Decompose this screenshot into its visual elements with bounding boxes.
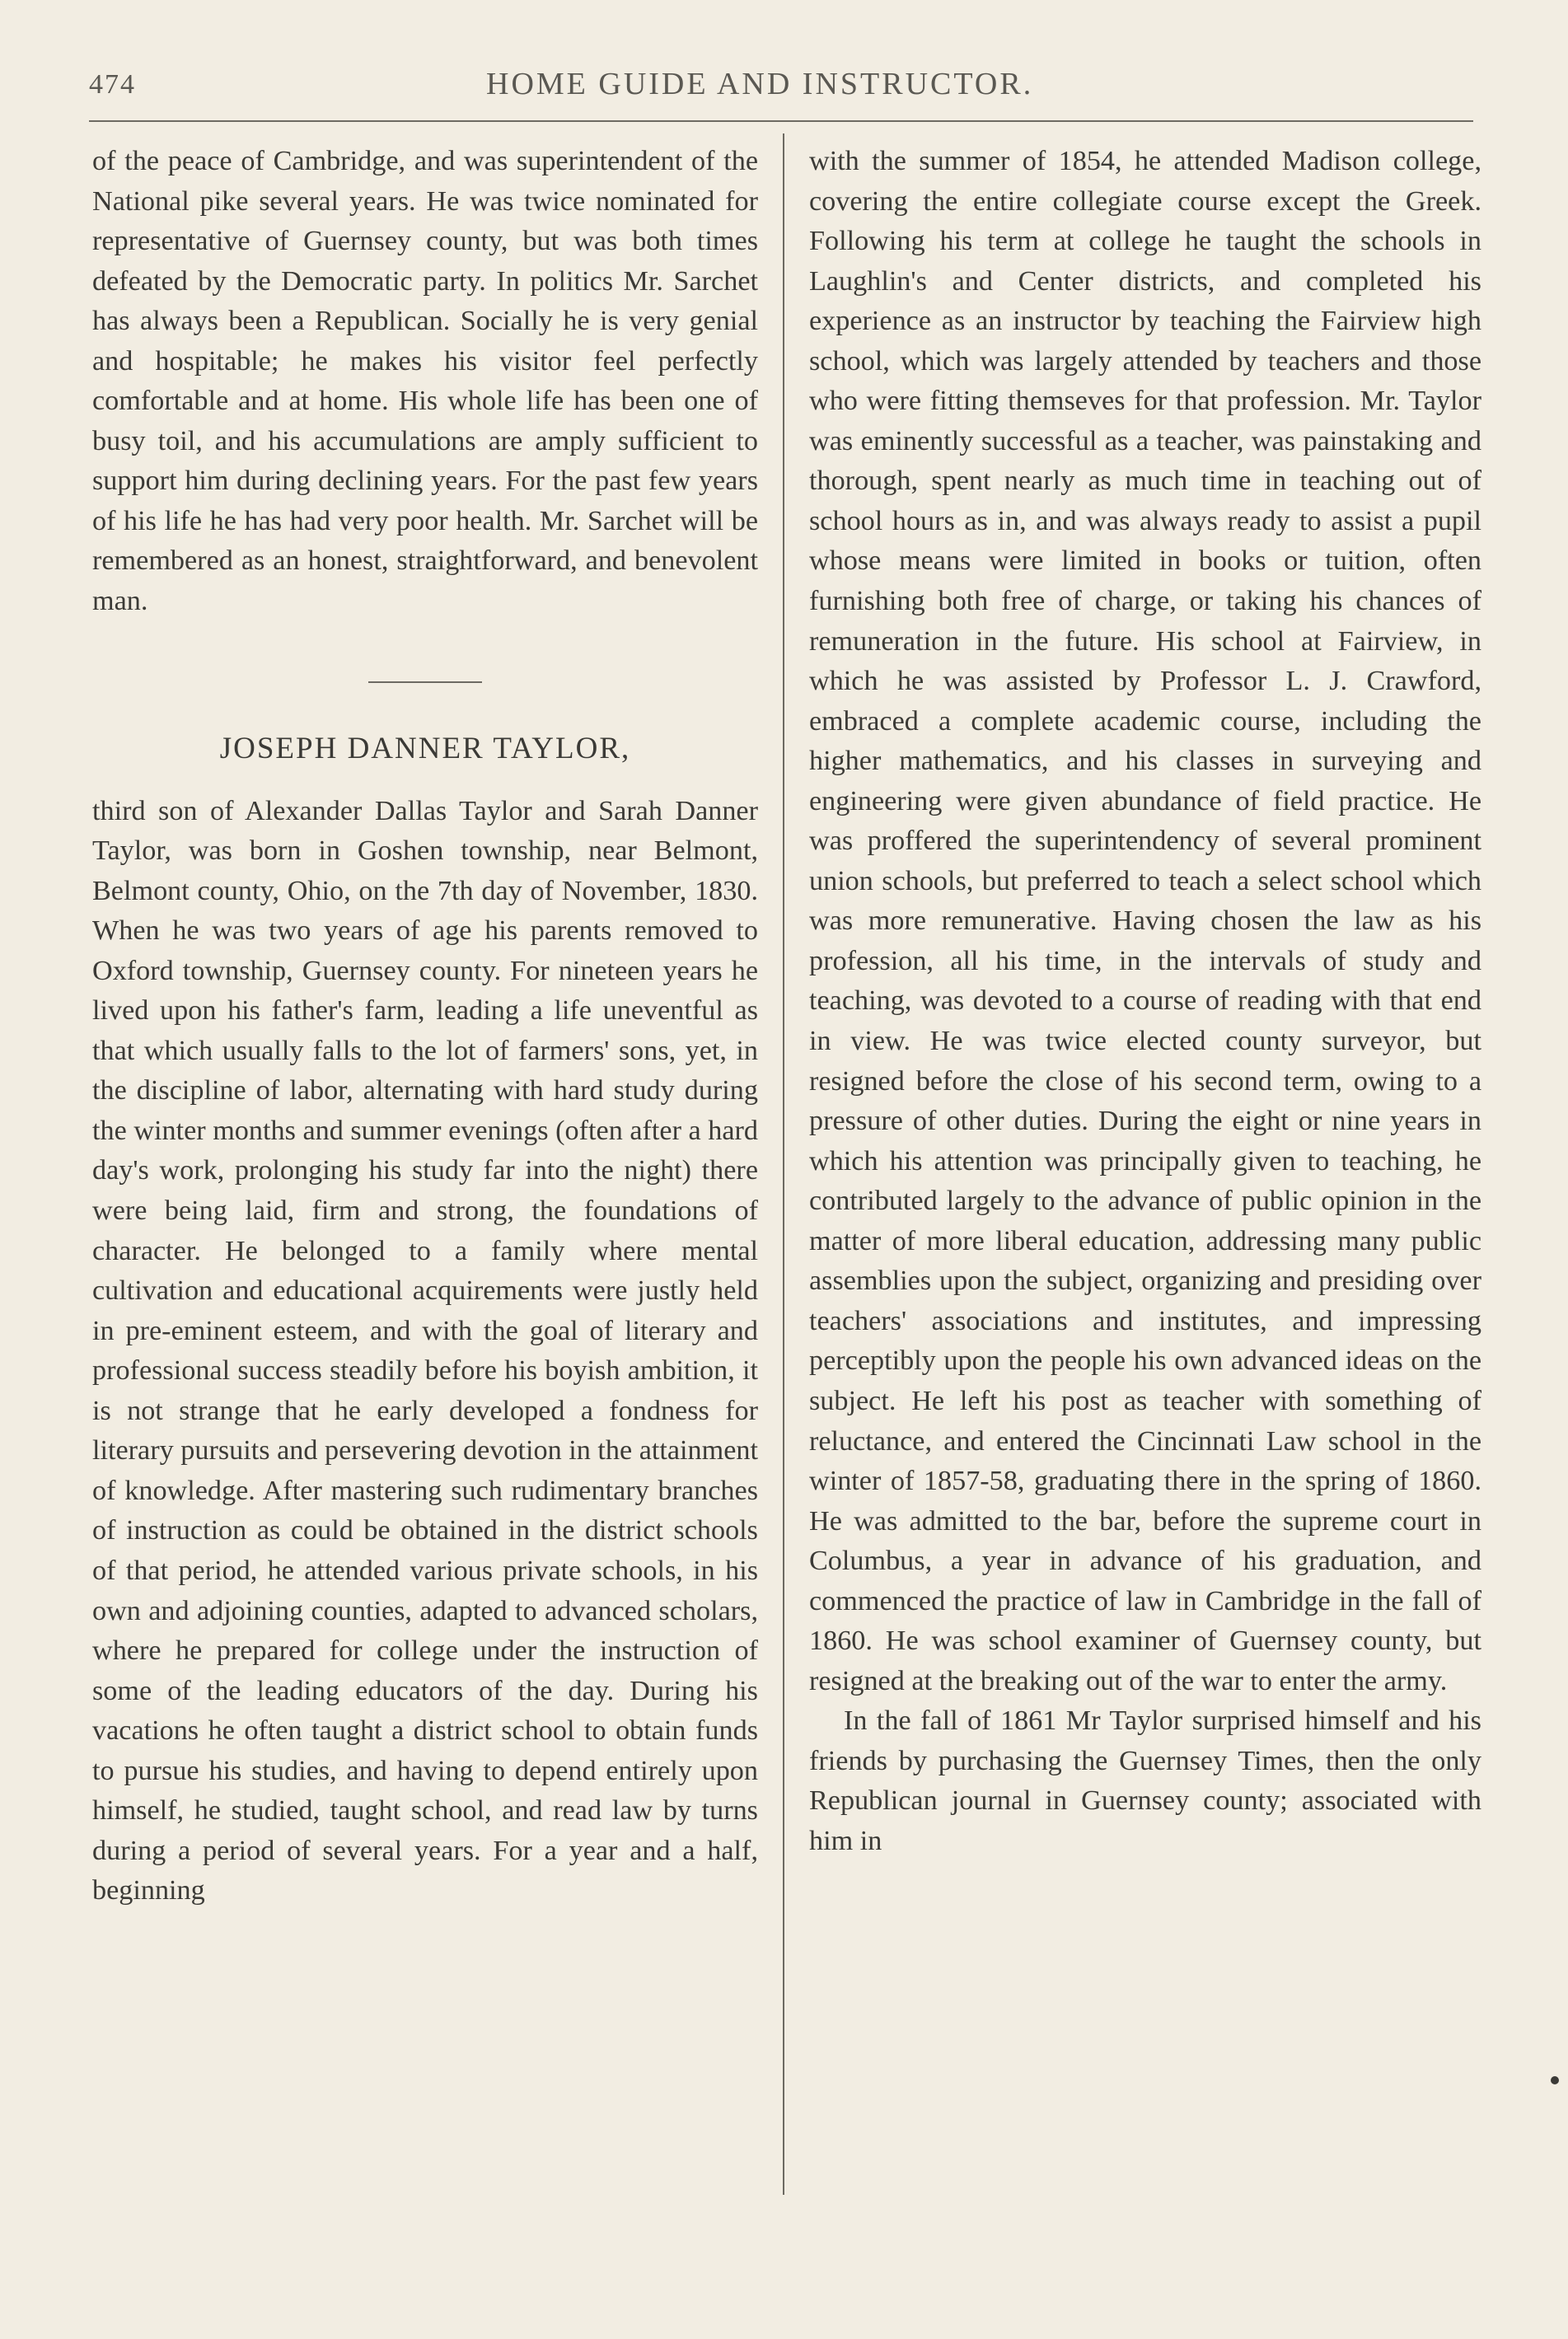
header-rule (89, 120, 1473, 122)
section-heading: JOSEPH DANNER TAYLOR, (219, 731, 631, 765)
body-paragraph: with the summer of 1854, he attended Madison college, covering the entire collegiate course except the Greek. Following his term at college he taught the schools in Laughlin's and Center districts, and completed his experience as an instructor by teaching the Fairview high school, which was largely attended by teachers and those who were fitting themseves for that profession. Mr. Taylor was eminently successful as a teacher, was painstaking and thorough, spent nearly as much time in teaching out of school hours as in, and was always ready to assist a pupil whose means were limited in books or tuition, often furnishing both free of charge, or taking his chances of remuneration in the future. His school at Fairview, in which he was assisted by Professor L. J. Crawford, embraced a complete academic course, including the higher mathematics, and his classes in surveying and engineering were given abundance of field practice. He was proffered the superintendency of several prominent union schools, but preferred to teach a select school which was more remunerative. Having chosen the law as his profession, all his time, in the intervals of study and teaching, was devoted to a course of reading with that end in view. He was twice elected county surveyor, but resigned before the close of his second term, owing to a pressure of other duties. During the eight or nine years in which his attention was principally given to teaching, he contributed largely to the advance of public opinion in the matter of more liberal education, addressing many public assemblies upon the subject, organizing and presiding over teachers' associations and institutes, and impressing perceptibly upon the people his own advanced ideas on the subject. He left his post as teacher with something of reluctance, and entered the Cincinnati Law school in the winter of 1857-58, graduating there in the spring of 1860. He was admitted to the bar, before the supreme court in Columbus, a year in advance of his graduation, and commenced the practice of law in Cambridge in the fall of 1860. He was school examiner of Guernsey county, but resigned at the breaking out of the war to enter the army. (809, 146, 1481, 1696)
left-column (92, 142, 758, 1911)
margin-mark (1551, 2076, 1559, 2084)
page-number: 474 (89, 69, 136, 100)
column-divider (783, 133, 784, 2195)
section-divider (368, 681, 482, 683)
carryover-paragraph: of the peace of Cambridge, and was superintendent of the National pike several years. He was twice nominated for representative of Guernsey county, but was both times defeated by the Democratic party. In politics Mr. Sarchet has always been a Republican. Socially he is very genial and hospitable; he makes his visitor feel perfectly comfortable and at home. His whole life has been one of busy toil, and his accumulations are amply sufficient to support him during declining years. For the past few years of his life he has had very poor health. Mr. Sarchet will be remembered as an honest, straightforward, and benevolent man. (92, 146, 758, 617)
right-column (809, 142, 1481, 1862)
running-title: HOME GUIDE AND INSTRUCTOR. (486, 67, 1034, 101)
biography-paragraph: third son of Alexander Dallas Taylor and Sarah Danner Taylor, was born in Goshen township, near Belmont, Belmont county, Ohio, on the 7th day of November, 1830. When he was two years of age his parents removed to Oxford township, Guernsey county. For nineteen years he lived upon his father's farm, leading a life uneventful as that which usually falls to the lot of farmers' sons, yet, in the discipline of labor, alternating with hard study during the winter months and summer evenings (often after a hard day's work, prolonging his study far into the night) there were being laid, firm and strong, the foundations of character. He belonged to a family where mental cultivation and educational acquirements were justly held in pre-eminent esteem, and with the goal of literary and professional success steadily before his boyish ambition, it is not strange that he early developed a fondness for literary pursuits and persevering devotion in the attainment of knowledge. After mastering such rudimentary branches of instruction as could be obtained in the district schools of that period, he attended various private schools, in his own and adjoining counties, adapted to advanced scholars, where he prepared for college under the instruction of some of the leading educators of the day. During his vacations he often taught a district school to obtain funds to pursue his studies, and having to depend entirely upon himself, he studied, taught school, and read law by turns during a period of several years. For a year and a half, beginning (92, 795, 758, 1906)
body-paragraph: In the fall of 1861 Mr Taylor surprised himself and his friends by purchasing the Guernsey Times, then the only Republican journal in Guernsey county; associated with him in (809, 1705, 1481, 1856)
